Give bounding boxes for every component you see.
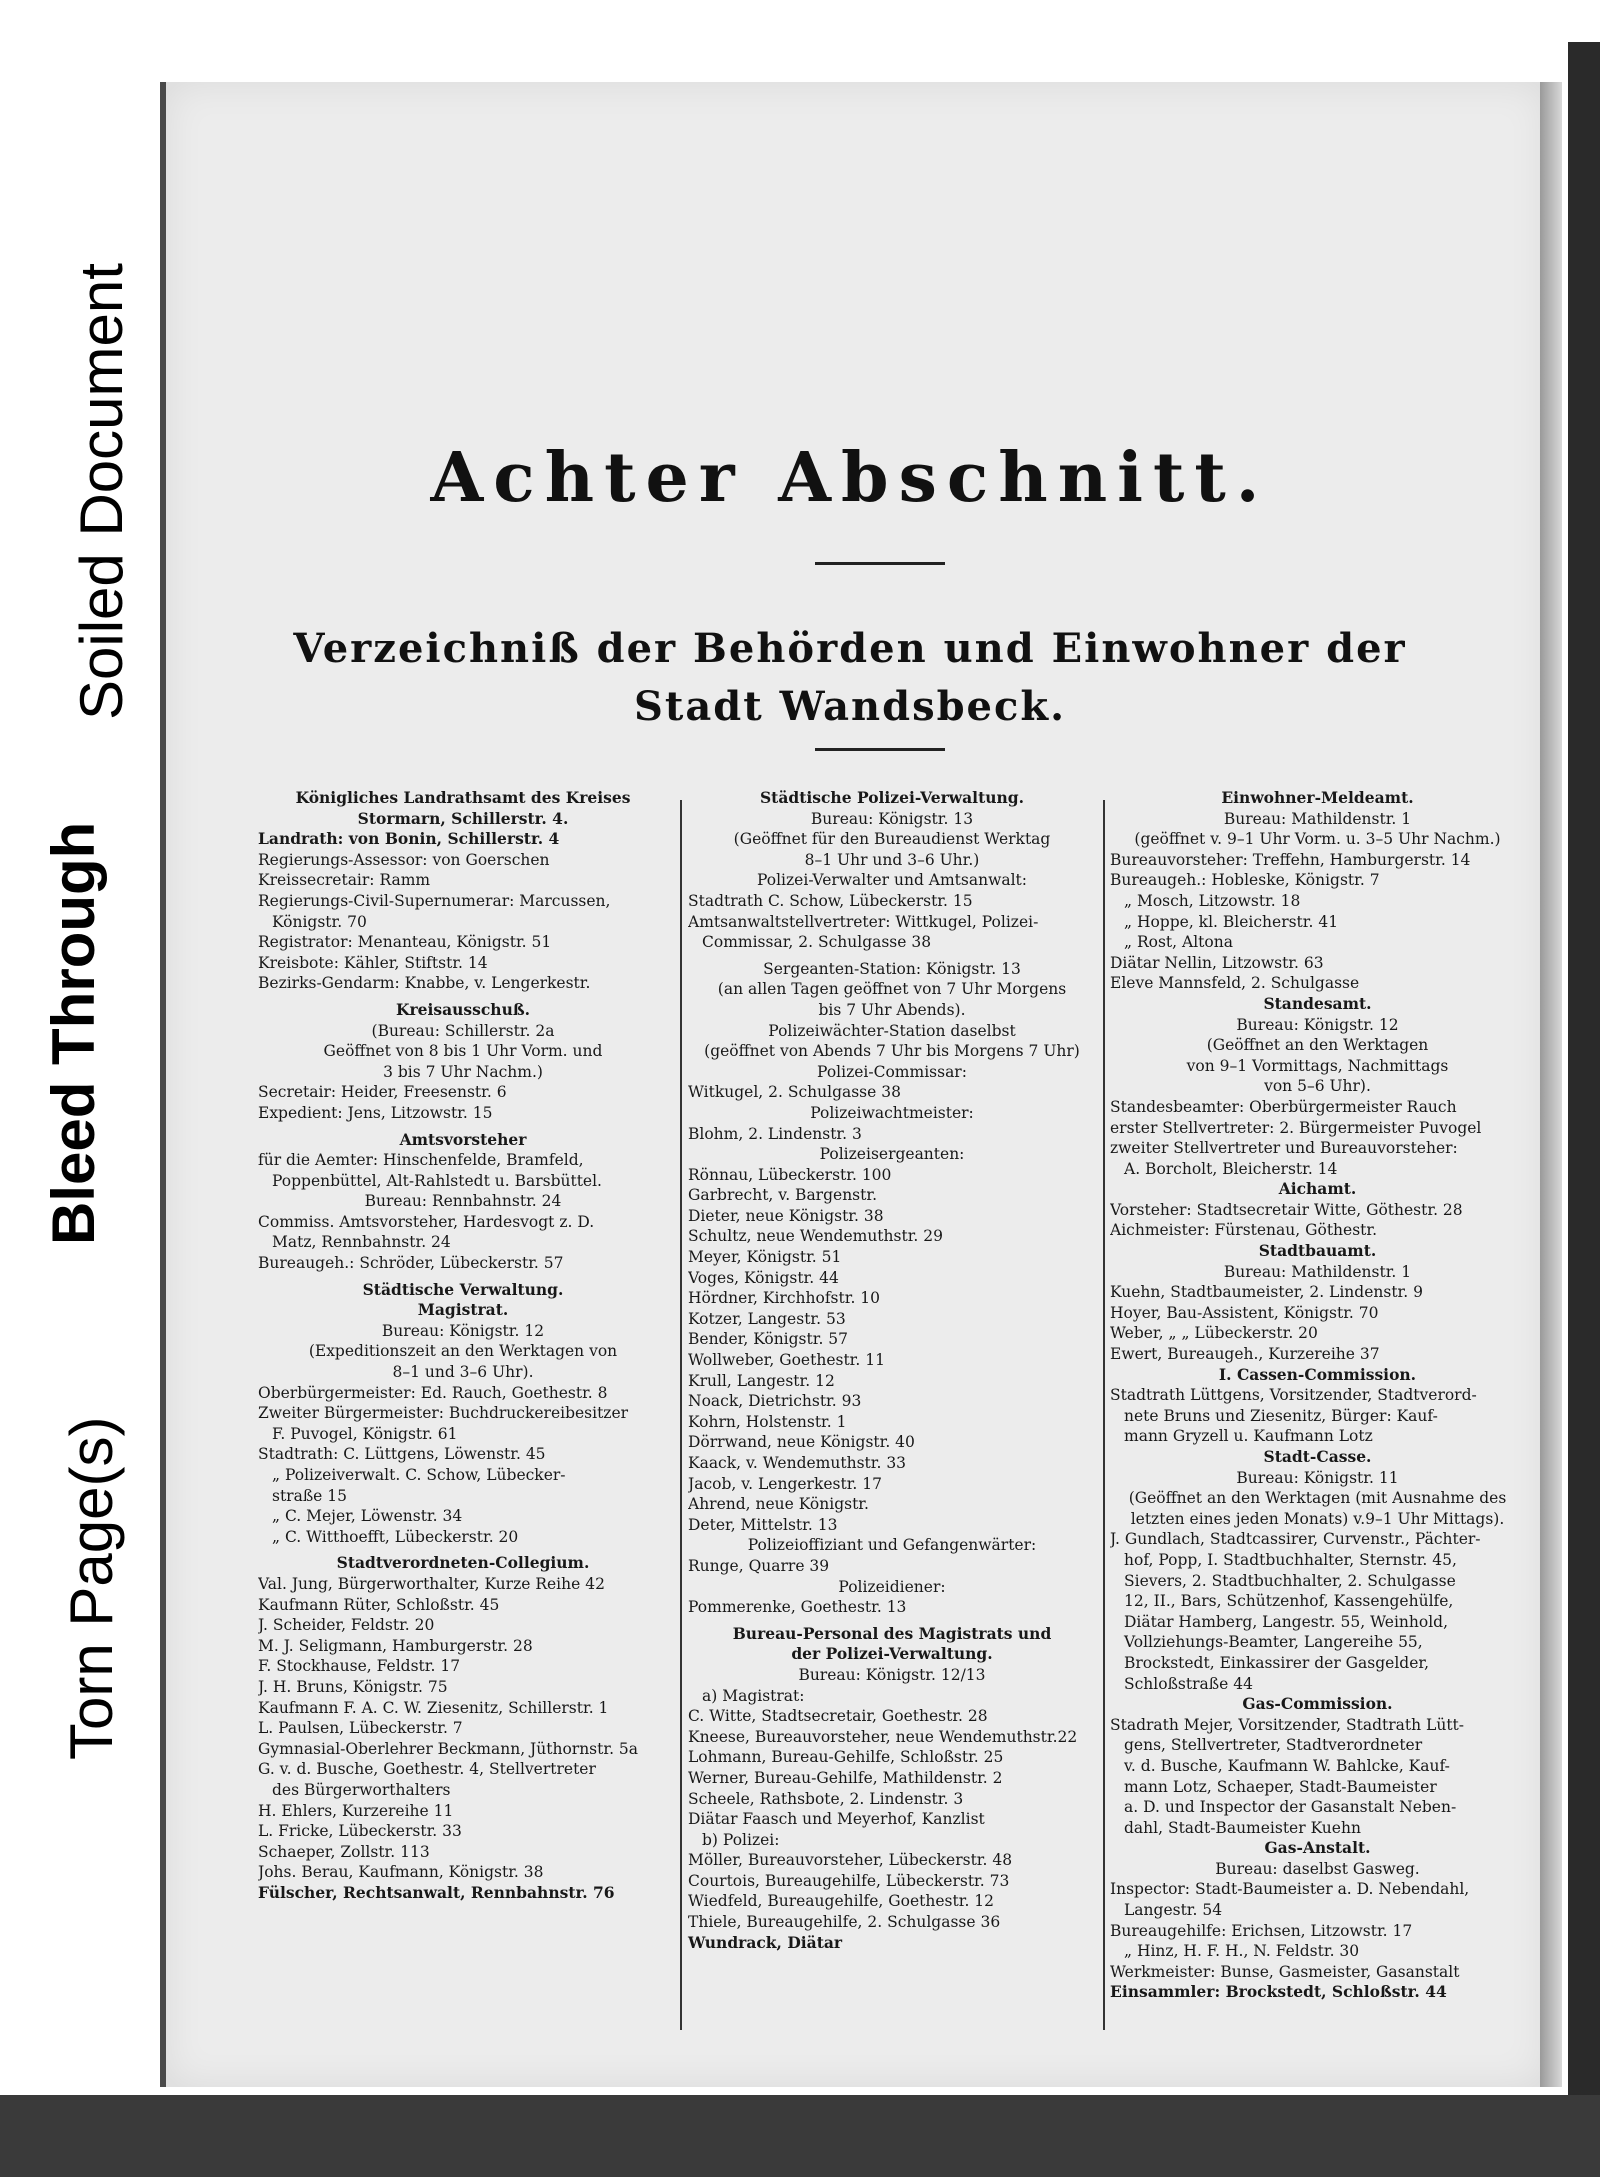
section-heading: der Polizei-Verwaltung. (791, 1644, 993, 1664)
directory-entry: Polizei-Commissar: (817, 1062, 967, 1081)
directory-entry: Lohmann, Bureau-Gehilfe, Schloßstr. 25 (688, 1748, 1004, 1767)
scan-border-bottom (0, 2095, 1600, 2177)
directory-entry: von 9–1 Vormittags, Nachmittags (1186, 1056, 1449, 1075)
section-title: Achter Abschnitt. (430, 438, 1270, 518)
directory-entry: (an allen Tagen geöffnet von 7 Uhr Morgens (717, 980, 1067, 999)
directory-entry: Vollziehungs-Beamter, Langereihe 55, (1124, 1633, 1423, 1652)
directory-entry: Zweiter Bürgermeister: Buchdruckereibesitzer (258, 1404, 629, 1423)
directory-entry: erster Stellvertreter: 2. Bürgermeister Puvogel (1110, 1118, 1482, 1137)
directory-entry: mann Lotz, Schaeper, Stadt-Baumeister (1124, 1777, 1437, 1796)
directory-entry: Runge, Quarre 39 (688, 1556, 830, 1575)
directory-entry: dahl, Stadt-Baumeister Kuehn (1124, 1818, 1361, 1837)
directory-entry: Diätar Hamberg, Langestr. 55, Weinhold, (1124, 1612, 1449, 1631)
column-divider-1 (680, 800, 682, 2030)
directory-entry: L. Fricke, Lübeckerstr. 33 (258, 1822, 462, 1841)
directory-entry: für die Aemter: Hinschenfelde, Bramfeld, (258, 1151, 584, 1170)
directory-entry: Scheele, Rathsbote, 2. Lindenstr. 3 (688, 1789, 964, 1808)
section-heading: Stormarn, Schillerstr. 4. (357, 808, 569, 828)
directory-entry: Aichmeister: Fürstenau, Göthestr. (1110, 1221, 1378, 1240)
directory-entry: Kaufmann F. A. C. W. Ziesenitz, Schillerstr. 1 (258, 1698, 609, 1717)
section-heading: Königliches Landrathsamt des Kreises (295, 788, 631, 807)
directory-entry: Johs. Berau, Kaufmann, Königstr. 38 (258, 1863, 544, 1882)
section-heading: Kreisausschuß. (395, 999, 531, 1019)
directory-entry: Einsammler: Brockstedt, Schloßstr. 44 (1110, 1982, 1447, 2002)
directory-entry: (Geöffnet für den Bureaudienst Werktag (733, 830, 1051, 849)
directory-entry: Bureau: Rennbahnstr. 24 (364, 1192, 562, 1211)
directory-entry: Commiss. Amtsvorsteher, Hardesvogt z. D. (258, 1212, 595, 1231)
directory-entry: Schaeper, Zollstr. 113 (258, 1842, 430, 1861)
directory-entry: „ Polizeiverwalt. C. Schow, Lübecker- (272, 1466, 566, 1484)
torn-pages-label: Torn Page(s) (58, 1416, 125, 1760)
directory-entry: Wollweber, Goethestr. 11 (688, 1351, 885, 1370)
directory-entry: Bureau: Königstr. 11 (1236, 1468, 1399, 1487)
column-left (258, 788, 668, 1903)
section-heading: Gas-Commission. (1242, 1694, 1393, 1714)
directory-entry: b) Polizei: (702, 1830, 780, 1849)
directory-entry: Bureau: Königstr. 12 (1236, 1015, 1399, 1034)
directory-entry: „ C. Mejer, Löwenstr. 34 (272, 1507, 463, 1526)
directory-entry: Regierungs-Civil-Supernumerar: Marcussen, (258, 891, 611, 910)
section-heading: Stadtbauamt. (1258, 1241, 1377, 1261)
directory-entry: 8–1 und 3–6 Uhr). (392, 1363, 534, 1382)
directory-entry: Kaack, v. Wendemuthstr. 33 (688, 1454, 907, 1472)
directory-entry: Ewert, Bureaugeh., Kurzereihe 37 (1110, 1345, 1380, 1364)
directory-entry: Vorsteher: Stadtsecretair Witte, Göthestr. 28 (1110, 1200, 1463, 1219)
directory-entry: L. Paulsen, Lübeckerstr. 7 (258, 1719, 463, 1738)
directory-entry: Polizeisergeanten: (819, 1145, 965, 1164)
directory-entry: „ C. Witthoefft, Lübeckerstr. 20 (272, 1527, 519, 1546)
directory-entry: Stadrath Mejer, Vorsitzender, Stadtrath Lütt- (1110, 1715, 1465, 1734)
directory-entry: mann Gryzell u. Kaufmann Lotz (1124, 1427, 1373, 1446)
directory-entry: Polizeidiener: (838, 1577, 946, 1596)
directory-entry: Kreisbote: Kähler, Stiftstr. 14 (258, 953, 488, 972)
directory-entry: J. H. Bruns, Königstr. 75 (258, 1677, 448, 1696)
directory-entry: Bureau: Mathildenstr. 1 (1223, 809, 1412, 828)
directory-entry: Königstr. 70 (272, 912, 367, 931)
directory-entry: C. Witte, Stadtsecretair, Goethestr. 28 (688, 1707, 988, 1726)
directory-entry: Expedient: Jens, Litzowstr. 15 (258, 1103, 493, 1122)
directory-entry: des Bürgerworthalters (272, 1780, 451, 1799)
directory-entry: Bureaugehilfe: Erichsen, Litzowstr. 17 (1110, 1921, 1413, 1940)
directory-entry: Geöffnet von 8 bis 1 Uhr Vorm. und (323, 1042, 603, 1061)
directory-entry: letzten eines jeden Monats) v.9–1 Uhr Mittags). (1130, 1509, 1505, 1528)
directory-entry: „ Hinz, H. F. H., N. Feldstr. 30 (1124, 1942, 1360, 1961)
directory-entry: bis 7 Uhr Abends). (818, 1000, 966, 1019)
directory-entry: (geöffnet von Abends 7 Uhr bis Morgens 7 Uhr) (704, 1042, 1080, 1061)
directory-entry: Kneese, Bureauvorsteher, neue Wendemuthstr.22 (688, 1727, 1078, 1746)
directory-entry: von 5–6 Uhr). (1264, 1077, 1371, 1096)
directory-entry: Stadtrath: C. Lüttgens, Löwenstr. 45 (258, 1445, 546, 1464)
directory-entry: „ Rost, Altona (1124, 933, 1233, 952)
directory-entry: Registrator: Menanteau, Königstr. 51 (258, 933, 552, 952)
directory-entry: Werner, Bureau-Gehilfe, Mathildenstr. 2 (688, 1768, 1003, 1787)
directory-entry: Brockstedt, Einkassirer der Gasgelder, (1124, 1653, 1430, 1672)
directory-entry: Landrath: von Bonin, Schillerstr. 4 (258, 829, 560, 849)
directory-entry: Secretair: Heider, Freesenstr. 6 (258, 1083, 507, 1102)
section-heading: Amtsvorsteher (399, 1129, 527, 1149)
directory-entry: Blohm, 2. Lindenstr. 3 (688, 1124, 862, 1143)
directory-entry: Polizeiwachtmeister: (810, 1103, 974, 1122)
directory-entry: Werkmeister: Bunse, Gasmeister, Gasanstalt (1110, 1962, 1460, 1981)
directory-entry: Kuehn, Stadtbaumeister, 2. Lindenstr. 9 (1110, 1283, 1423, 1302)
section-heading: Aichamt. (1278, 1179, 1357, 1199)
column-middle (688, 788, 1096, 1953)
column-divider-2 (1103, 800, 1105, 2030)
directory-entry: 3 bis 7 Uhr Nachm.) (383, 1062, 543, 1081)
directory-entry: Kreissecretair: Ramm (258, 871, 431, 890)
directory-entry: Dörrwand, neue Königstr. 40 (688, 1433, 915, 1452)
directory-entry: M. J. Seligmann, Hamburgerstr. 28 (258, 1636, 533, 1655)
directory-entry: Kohrn, Holstenstr. 1 (688, 1412, 847, 1431)
directory-entry: Bureau: Mathildenstr. 1 (1223, 1262, 1412, 1281)
directory-entry: Polizeioffiziant und Gefangenwärter: (747, 1536, 1037, 1555)
directory-entry: Pommerenke, Goethestr. 13 (688, 1598, 907, 1617)
directory-entry: Poppenbüttel, Alt-Rahlstedt u. Barsbüttel. (272, 1171, 602, 1190)
directory-entry: Bureaugeh.: Schröder, Lübeckerstr. 57 (258, 1254, 564, 1273)
directory-entry: Rönnau, Lübeckerstr. 100 (688, 1165, 892, 1184)
directory-entry: Ahrend, neue Königstr. (688, 1495, 869, 1514)
section-heading: Gas-Anstalt. (1264, 1838, 1371, 1858)
directory-entry: Krull, Langestr. 12 (688, 1371, 835, 1390)
directory-entry: a. D. und Inspector der Gasanstalt Neben- (1124, 1798, 1457, 1817)
directory-entry: „ Mosch, Litzowstr. 18 (1124, 891, 1301, 910)
scan-border-right (1568, 42, 1600, 2177)
directory-entry: Bureauvorsteher: Treffehn, Hamburgerstr. 14 (1110, 850, 1471, 869)
directory-entry: hof, Popp, I. Stadtbuchhalter, Sternstr. 45, (1124, 1550, 1457, 1569)
directory-entry: Langestr. 54 (1124, 1901, 1223, 1920)
directory-entry: Regierungs-Assessor: von Goerschen (258, 850, 550, 869)
directory-entry: Hördner, Kirchhofstr. 10 (688, 1289, 881, 1308)
directory-entry: Gymnasial-Oberlehrer Beckmann, Jüthornstr. 5a (258, 1739, 639, 1758)
directory-entry: 8–1 Uhr und 3–6 Uhr.) (804, 850, 980, 869)
directory-entry: F. Stockhause, Feldstr. 17 (258, 1657, 461, 1676)
directory-entry: Bender, Königstr. 57 (688, 1330, 849, 1349)
title-rule (815, 562, 945, 565)
directory-entry: v. d. Busche, Kaufmann W. Bahlcke, Kauf- (1124, 1756, 1450, 1775)
directory-entry: Standesbeamter: Oberbürgermeister Rauch (1110, 1097, 1457, 1116)
directory-entry: J. Gundlach, Stadtcassirer, Curvenstr., Pächter- (1110, 1530, 1481, 1549)
soiled-document-label: Soiled Document (68, 263, 135, 720)
directory-entry: nete Bruns und Ziesenitz, Bürger: Kauf- (1124, 1406, 1438, 1425)
directory-entry: Wundrack, Diätar (688, 1932, 843, 1952)
directory-entry: Deter, Mittelstr. 13 (688, 1515, 838, 1534)
section-heading: Stadt-Casse. (1263, 1447, 1372, 1466)
directory-entry: Val. Jung, Bürgerworthalter, Kurze Reihe 42 (258, 1574, 605, 1593)
directory-entry: Hoyer, Bau-Assistent, Königstr. 70 (1110, 1303, 1379, 1322)
directory-entry: Schloßstraße 44 (1124, 1674, 1253, 1693)
directory-entry: straße 15 (272, 1486, 348, 1505)
section-heading: Einwohner-Meldeamt. (1221, 788, 1414, 807)
directory-entry: Stadtrath Lüttgens, Vorsitzender, Stadtverord- (1110, 1386, 1477, 1405)
directory-entry: F. Puvogel, Königstr. 61 (272, 1424, 458, 1443)
directory-entry: Stadtrath C. Schow, Lübeckerstr. 15 (688, 891, 973, 910)
directory-entry: Dieter, neue Königstr. 38 (688, 1206, 884, 1225)
subtitle-rule (815, 748, 945, 751)
directory-entry: Bezirks-Gendarm: Knabbe, v. Lengerkestr. (258, 974, 591, 993)
directory-entry: Diätar Faasch und Meyerhof, Kanzlist (688, 1810, 985, 1829)
section-heading: Magistrat. (417, 1300, 509, 1320)
directory-entry: Thiele, Bureaugehilfe, 2. Schulgasse 36 (688, 1913, 1001, 1932)
directory-entry: Diätar Nellin, Litzowstr. 63 (1110, 953, 1324, 972)
subtitle-line-2: Stadt Wandsbeck. (634, 683, 1066, 730)
directory-entry: Sergeanten-Station: Königstr. 13 (763, 959, 1021, 978)
directory-entry: J. Scheider, Feldstr. 20 (258, 1616, 435, 1635)
subtitle-line-1: Verzeichniß der Behörden und Einwohner der (293, 625, 1407, 672)
directory-entry: a) Magistrat: (702, 1686, 805, 1705)
directory-entry: G. v. d. Busche, Goethestr. 4, Stellvertreter (258, 1760, 596, 1779)
page-edge (1540, 82, 1562, 2087)
directory-entry: Amtsanwaltstellvertreter: Wittkugel, Polizei- (688, 912, 1039, 931)
directory-entry: Sievers, 2. Stadtbuchhalter, 2. Schulgasse (1124, 1571, 1456, 1590)
directory-entry: 12, II., Bars, Schützenhof, Kassengehülfe, (1124, 1592, 1454, 1611)
directory-entry: Commissar, 2. Schulgasse 38 (702, 933, 932, 952)
directory-entry: (Expeditionszeit an den Werktagen von (308, 1342, 618, 1361)
margin-labels (0, 0, 170, 2177)
directory-entry: Wiedfeld, Bureaugehilfe, Goethestr. 12 (688, 1892, 995, 1911)
section-heading: Städtische Verwaltung. (362, 1279, 564, 1299)
directory-entry: zweiter Stellvertreter und Bureauvorsteher: (1110, 1139, 1458, 1158)
directory-entry: A. Borcholt, Bleicherstr. 14 (1124, 1159, 1338, 1178)
bleed-through-label: Bleed Through (40, 821, 107, 1245)
directory-entry: Inspector: Stadt-Baumeister a. D. Nebendahl, (1110, 1880, 1470, 1899)
directory-entry: Bureau: Königstr. 12/13 (798, 1665, 986, 1684)
section-heading: Standesamt. (1263, 993, 1372, 1013)
directory-entry: Garbrecht, v. Bargenstr. (688, 1186, 877, 1205)
section-heading: I. Cassen-Commission. (1218, 1364, 1417, 1384)
directory-entry: Courtois, Bureaugehilfe, Lübeckerstr. 73 (688, 1871, 1010, 1890)
directory-entry: (Bureau: Schillerstr. 2a (371, 1021, 555, 1040)
directory-entry: Fülscher, Rechtsanwalt, Rennbahnstr. 76 (258, 1882, 615, 1902)
directory-entry: Weber, „ „ Lübeckerstr. 20 (1110, 1324, 1318, 1343)
column-right (1110, 788, 1525, 2003)
directory-entry: Schultz, neue Wendemuthstr. 29 (688, 1227, 943, 1246)
directory-entry: Matz, Rennbahnstr. 24 (272, 1233, 451, 1252)
directory-entry: Eleve Mannsfeld, 2. Schulgasse (1110, 974, 1360, 993)
directory-entry: (geöffnet v. 9–1 Uhr Vorm. u. 3–5 Uhr Nachm.) (1134, 830, 1501, 849)
directory-entry: (Geöffnet an den Werktagen (1206, 1036, 1429, 1055)
directory-entry: Noack, Dietrichstr. 93 (688, 1392, 862, 1411)
directory-entry: „ Hoppe, kl. Bleicherstr. 41 (1124, 912, 1339, 931)
directory-entry: H. Ehlers, Kurzereihe 11 (258, 1801, 454, 1820)
directory-entry: Polizeiwächter-Station daselbst (768, 1021, 1016, 1040)
directory-entry: Kaufmann Rüter, Schloßstr. 45 (258, 1595, 500, 1614)
directory-entry: gens, Stellvertreter, Stadtverordneter (1124, 1736, 1423, 1755)
section-heading: Bureau-Personal des Magistrats und (732, 1623, 1052, 1643)
directory-entry: (Geöffnet an den Werktagen (mit Ausnahme des (1128, 1489, 1507, 1508)
directory-entry: Möller, Bureauvorsteher, Lübeckerstr. 48 (688, 1851, 1013, 1870)
directory-entry: Jacob, v. Lengerkestr. 17 (688, 1474, 882, 1493)
section-heading: Stadtverordneten-Collegium. (336, 1553, 590, 1573)
directory-entry: Polizei-Verwalter und Amtsanwalt: (756, 871, 1028, 890)
directory-entry: Oberbürgermeister: Ed. Rauch, Goethestr. 8 (258, 1383, 608, 1402)
directory-entry: Witkugel, 2. Schulgasse 38 (688, 1083, 901, 1102)
directory-entry: Bureau: daselbst Gasweg. (1215, 1859, 1420, 1878)
directory-entry: Bureau: Königstr. 12 (381, 1321, 545, 1340)
directory-entry: Bureau: Königstr. 13 (810, 809, 974, 828)
directory-entry: Meyer, Königstr. 51 (688, 1248, 842, 1267)
section-heading: Städtische Polizei-Verwaltung. (759, 788, 1025, 807)
directory-entry: Bureaugeh.: Hobleske, Königstr. 7 (1110, 871, 1380, 890)
directory-entry: Kotzer, Langestr. 53 (688, 1309, 846, 1328)
directory-entry: Voges, Königstr. 44 (688, 1268, 839, 1287)
